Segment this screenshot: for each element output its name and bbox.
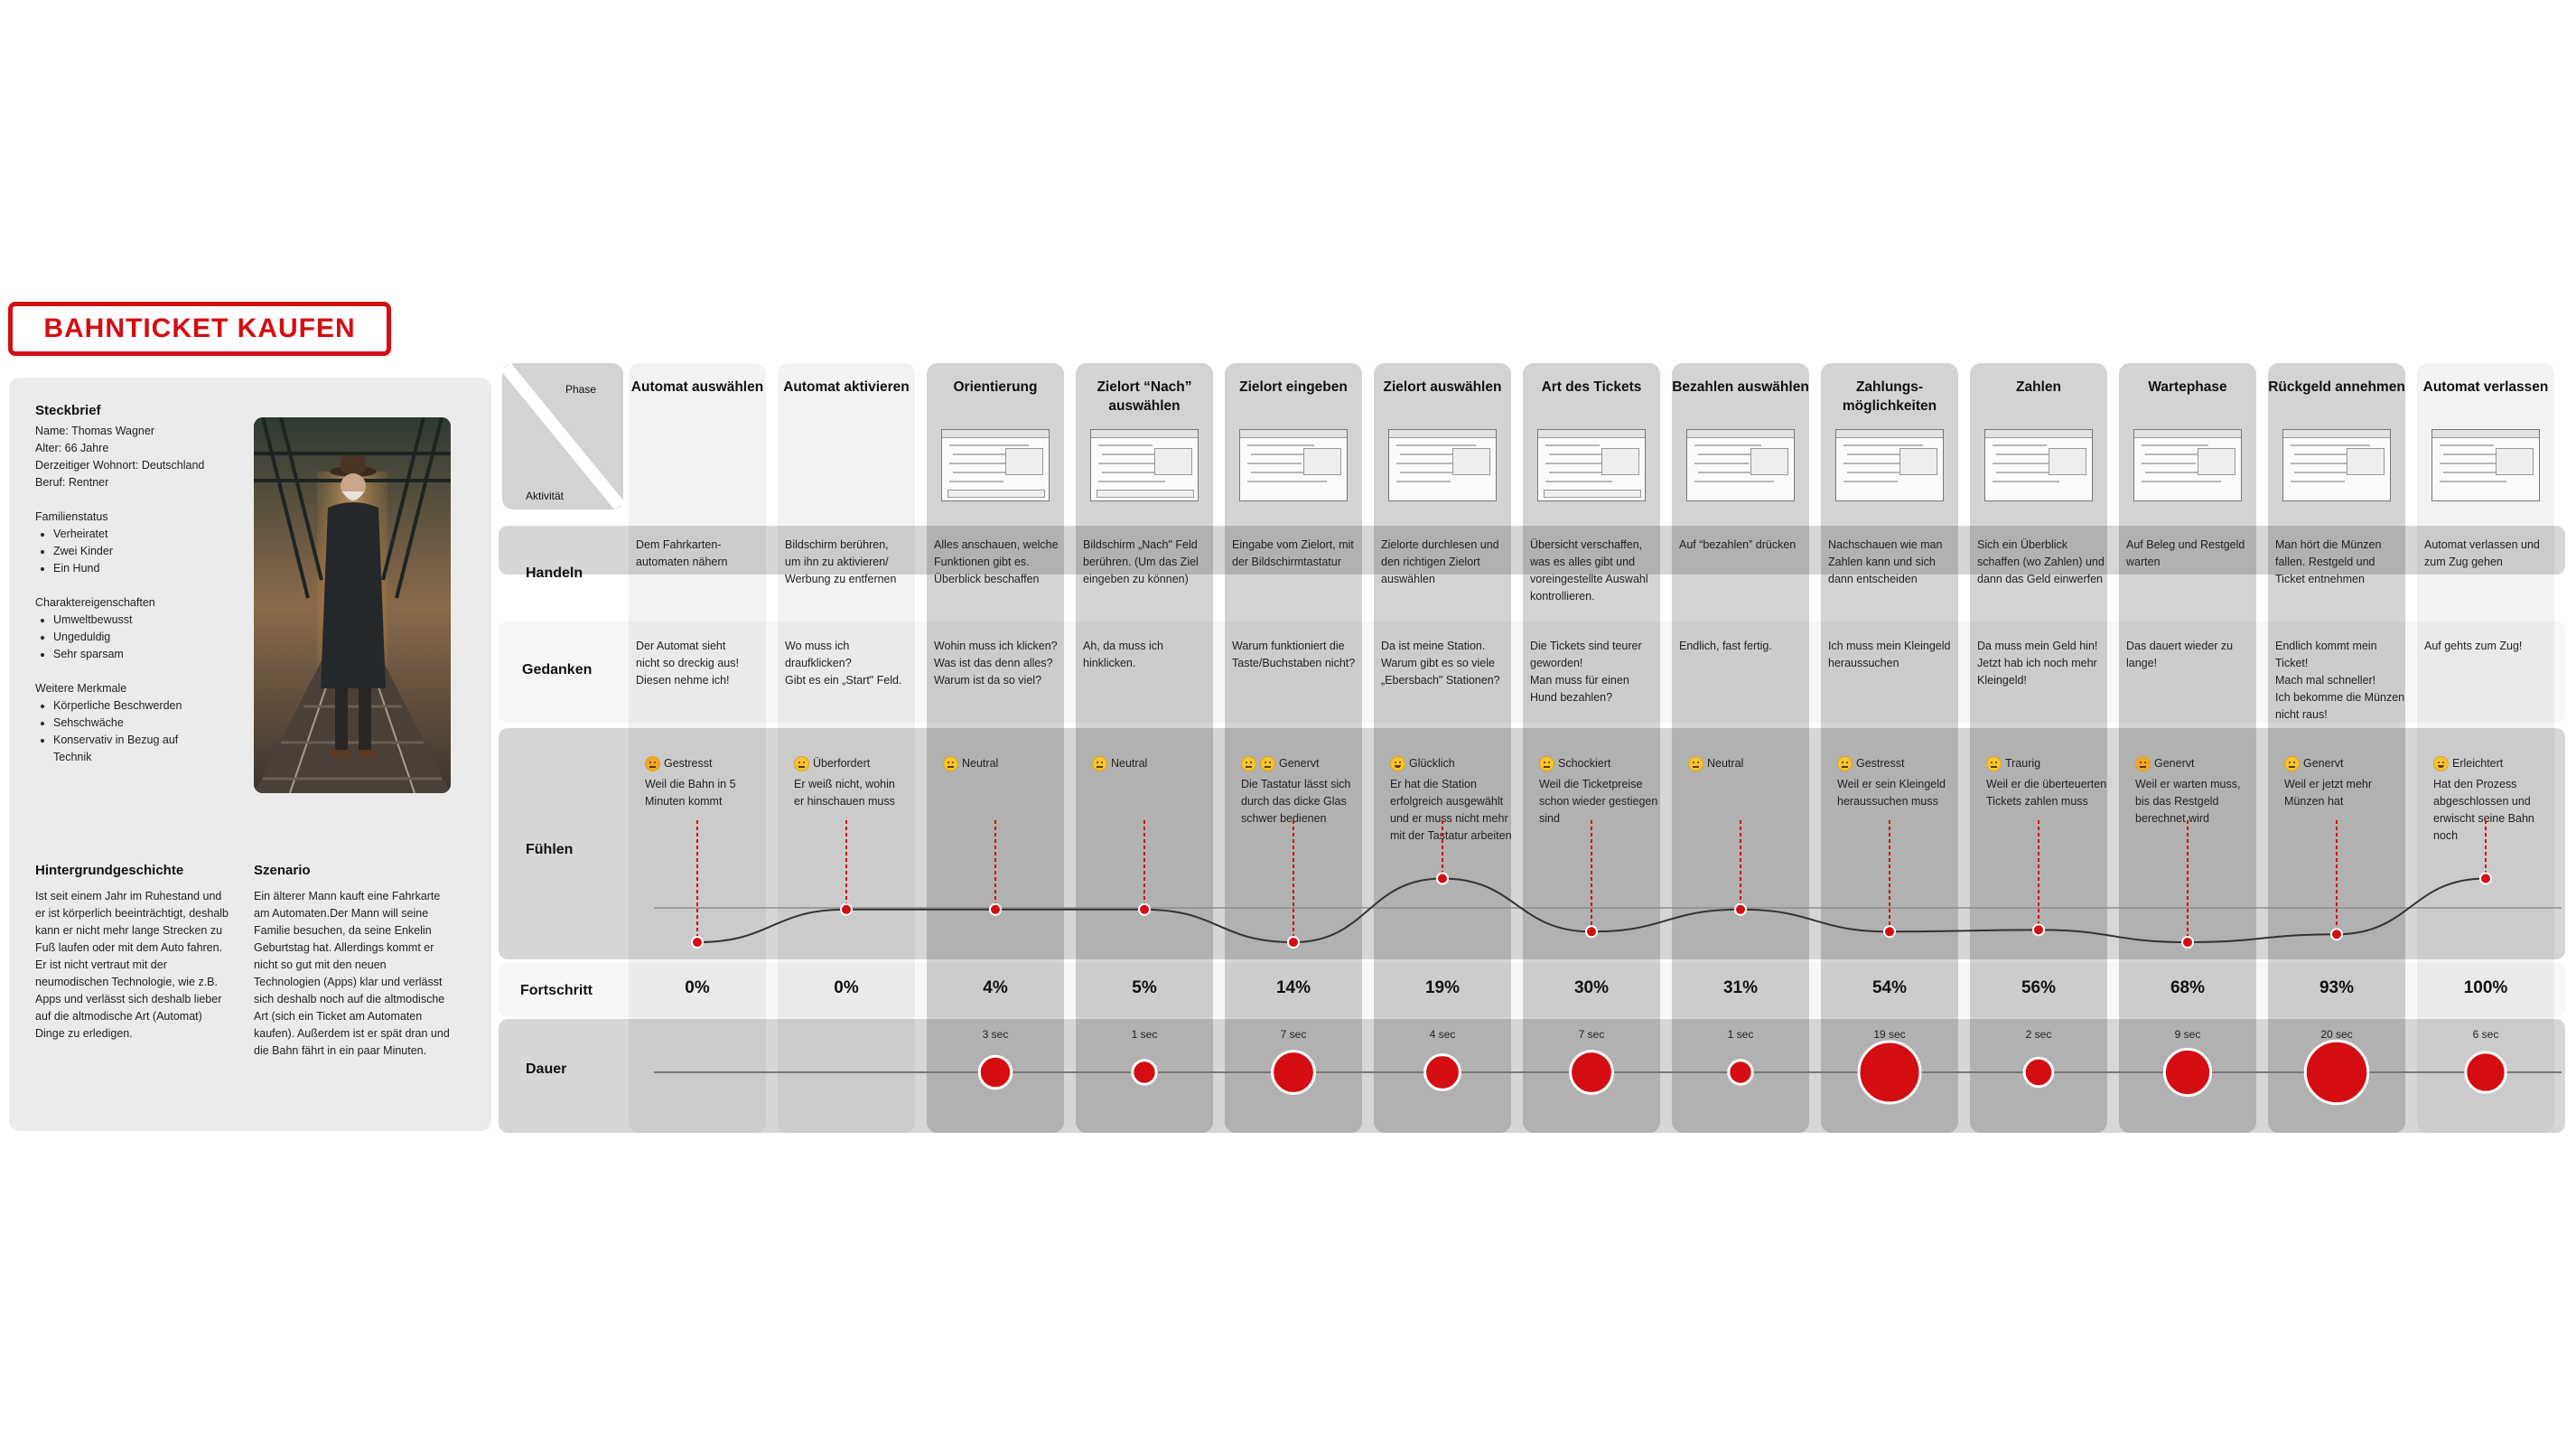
- emotion-label: Genervt: [2154, 757, 2195, 771]
- row-label-gedanken: Gedanken: [522, 662, 593, 678]
- emotion-point: [1735, 904, 1746, 915]
- duration-bubble: [1571, 1052, 1613, 1094]
- gedanken-text: Der Automat sieht nicht so dreckig aus! Diesen nehme ich!: [636, 640, 739, 687]
- feeling-text: Die Tastatur lässt sich durch das dicke Glas schwer bedienen: [1241, 778, 1351, 826]
- duration-label: 20 sec: [2320, 1028, 2353, 1041]
- emotion-point: [1884, 926, 1895, 937]
- progress-value: 4%: [983, 978, 1008, 997]
- activity-label: Aktivität: [526, 490, 565, 502]
- trait-item: • Sehr sparsam: [53, 646, 155, 663]
- phase-label: Phase: [565, 383, 597, 396]
- trait-item: • Ungeduldig: [53, 629, 155, 646]
- feeling-text: Er weiß nicht, wohin er hinschauen muss: [794, 778, 895, 809]
- progress-value: 68%: [2170, 978, 2206, 997]
- duration-bubble: [2024, 1058, 2053, 1087]
- handeln-text: Alles anschauen, welche Funktionen gibt es. Überblick beschaffen: [934, 538, 1059, 585]
- gedanken-text: Wo muss ich draufklicken? Gibt es ein „Start" Feld.: [785, 640, 902, 687]
- gedanken-text: Ah, da muss ich hinklicken.: [1083, 640, 1163, 669]
- feature-item: • Konservativ in Bezug auf Technik: [53, 732, 216, 766]
- duration-bubble: [1859, 1042, 1920, 1103]
- progress-value: 14%: [1275, 978, 1311, 997]
- gedanken-text: Endlich, fast fertig.: [1679, 640, 1772, 652]
- duration-label: 6 sec: [2472, 1028, 2499, 1041]
- progress-value: 56%: [2021, 978, 2057, 997]
- handeln-text: Zielorte durchlesen und den richtigen Zielort auswählen: [1381, 538, 1499, 585]
- handeln-text: Nachschauen wie man Zahlen kann und sich dann entscheiden: [1828, 538, 1943, 585]
- emotion-point: [841, 904, 852, 915]
- phase-title: Wartephase: [2148, 379, 2227, 395]
- duration-label: 7 sec: [1280, 1028, 1307, 1041]
- duration-bubble: [2466, 1052, 2506, 1092]
- duration-label: 1 sec: [1727, 1028, 1754, 1041]
- phase-title: Zahlungs- möglichkeiten: [1842, 379, 1937, 414]
- emotion-point: [990, 904, 1001, 915]
- phase-title: Zielort “Nach” auswählen: [1097, 379, 1192, 414]
- row-label-dauer: Dauer: [526, 1061, 567, 1077]
- gedanken-text: Warum funktioniert die Taste/Buchstaben nicht?: [1232, 640, 1356, 669]
- feeling-text: Hat den Prozess abgeschlossen und erwischt seine Bahn noch: [2433, 778, 2534, 843]
- persona-job: Beruf: Rentner: [35, 476, 109, 489]
- duration-bubble: [1133, 1061, 1156, 1084]
- feeling-text: Weil er jetzt mehr Münzen hat: [2284, 778, 2373, 809]
- emotion-point: [1288, 937, 1299, 948]
- scenario-text: Ein älterer Mann kauft eine Fahrkarte am Automaten.Der Mann will seine Familie besuchen, da seine Enkelin Geburtstag hat. Allerdings kommt er nicht so gut mit den neuen Technologien (Apps) klar und verlässt sich deshalb noch auf die altmodische Art (sich ein Ticket am Automaten kaufen). Außerdem ist er spät dran und die Bahn fährt in ein paar Minuten.: [254, 890, 450, 1057]
- phase-title: Zielort auswählen: [1383, 379, 1502, 395]
- persona-residence: Derzeitiger Wohnort: Deutschland: [35, 459, 205, 472]
- duration-label: 7 sec: [1578, 1028, 1605, 1041]
- duration-bubble: [1273, 1052, 1315, 1094]
- gedanken-text: Ich muss mein Kleingeld heraussuchen: [1828, 640, 1951, 669]
- duration-bubble: [2164, 1049, 2210, 1095]
- phase-title: Zahlen: [2016, 379, 2061, 395]
- duration-bubble: [1729, 1061, 1752, 1084]
- duration-bubble: [979, 1056, 1011, 1088]
- progress-value: 19%: [1424, 978, 1461, 997]
- handeln-text: Dem Fahrkarten- automaten nähern: [636, 538, 728, 568]
- page-title-text: BAHNTICKET KAUFEN: [43, 313, 356, 343]
- emotion-label: Neutral: [962, 757, 999, 771]
- traits-heading: Charaktereigenschaften: [35, 596, 155, 609]
- feeling-text: Weil die Bahn in 5 Minuten kommt: [645, 778, 736, 809]
- phase-header-tab: [502, 363, 623, 509]
- gedanken-text: Das dauert wieder zu lange!: [2126, 640, 2234, 669]
- feeling-text: Weil er die überteuerten Tickets zahlen muss: [1986, 778, 2107, 809]
- phase-title: Zielort eingeben: [1239, 379, 1348, 395]
- emotion-point: [2033, 924, 2044, 935]
- handeln-text: Übersicht verschaffen, was es alles gibt und voreingestellte Auswahl kontrollieren.: [1530, 538, 1648, 603]
- emotion-label: Neutral: [1111, 757, 1148, 771]
- persona-age: Alter: 66 Jahre: [35, 442, 109, 454]
- emotion-label: Schockiert: [1558, 757, 1611, 771]
- gedanken-text: Die Tickets sind teurer geworden! Man muss für einen Hund bezahlen?: [1530, 640, 1642, 704]
- family-item: • Verheiratet: [53, 526, 113, 543]
- feeling-text: Weil er sein Kleingeld heraussuchen muss: [1837, 778, 1946, 809]
- duration-label: 1 sec: [1131, 1028, 1158, 1041]
- emotion-label: Gestresst: [1856, 757, 1905, 771]
- emotion-point: [1586, 926, 1597, 937]
- duration-label: 3 sec: [982, 1028, 1009, 1041]
- phase-title: Bezahlen auswählen: [1672, 379, 1809, 395]
- emotion-point: [1437, 874, 1448, 884]
- gedanken-text: Da ist meine Station. Warum gibt es so viele „Ebersbach" Stationen?: [1381, 640, 1500, 687]
- progress-value: 0%: [834, 978, 859, 997]
- family-item: • Ein Hund: [53, 560, 113, 577]
- progress-value: 54%: [1871, 978, 1908, 997]
- steckbrief-heading: Steckbrief: [35, 403, 101, 418]
- phase-title: Automat auswählen: [630, 379, 764, 395]
- background-heading: Hintergrundgeschichte: [35, 863, 184, 878]
- handeln-text: Auf “bezahlen” drücken: [1679, 538, 1797, 551]
- progress-value: 30%: [1573, 978, 1610, 997]
- feeling-text: Er hat die Station erfolgreich ausgewählt und er muss nicht mehr mit der Tastatur arbeiten: [1390, 778, 1512, 843]
- handeln-text: Eingabe vom Zielort, mit der Bildschirmtastatur: [1232, 538, 1354, 568]
- emotion-point: [1139, 904, 1150, 915]
- scenario-heading: Szenario: [254, 863, 311, 878]
- feature-item: • Körperliche Beschwerden: [53, 697, 216, 715]
- feeling-text: Weil die Ticketpreise schon wieder gestiegen sind: [1539, 778, 1658, 826]
- emotion-label: Genervt: [2303, 757, 2344, 771]
- duration-bubble: [2305, 1041, 2367, 1103]
- emotion-point: [692, 937, 703, 948]
- emotion-label: Traurig: [2005, 757, 2041, 771]
- phase-title: Art des Tickets: [1541, 379, 1642, 395]
- features-heading: Weitere Merkmale: [35, 682, 127, 695]
- handeln-text: Bildschirm berühren, um ihn zu aktivieren/ Werbung zu entfernen: [785, 538, 897, 585]
- row-label-fuehlen: Fühlen: [526, 842, 574, 857]
- progress-value: 5%: [1132, 978, 1157, 997]
- row-label-handeln: Handeln: [526, 566, 583, 581]
- gedanken-text: Auf gehts zum Zug!: [2424, 640, 2523, 652]
- background-text: Ist seit einem Jahr im Ruhestand und er ist körperlich beeinträchtigt, deshalb kann er nicht mehr lange Strecken zu Fuß laufen oder mit dem Auto fahren. Er ist nicht vertraut mit der neumodischen Technologie, wie z.B. Apps und verlässt sich deshalb lieber auf die altmodische Art (Automat) Dinge zu erledigen.: [35, 890, 229, 1040]
- emotion-point: [2182, 937, 2193, 948]
- emotion-label: Überfordert: [813, 757, 871, 771]
- handeln-text: Man hört die Münzen fallen. Restgeld und Ticket entnehmen: [2275, 538, 2382, 585]
- emotion-label: Glücklich: [1409, 757, 1455, 771]
- phase-title: Automat aktivieren: [783, 379, 910, 395]
- progress-value: 0%: [685, 978, 710, 997]
- duration-label: 2 sec: [2025, 1028, 2052, 1041]
- trait-item: • Umweltbewusst: [53, 612, 155, 629]
- duration-label: 19 sec: [1873, 1028, 1906, 1041]
- progress-value: 93%: [2319, 978, 2355, 997]
- header-diagonal: [502, 363, 623, 509]
- duration-label: 9 sec: [2174, 1028, 2201, 1041]
- emotion-point: [2331, 929, 2342, 940]
- row-label-fortschritt: Fortschritt: [520, 983, 593, 998]
- handeln-text: Automat verlassen und zum Zug gehen: [2424, 538, 2540, 568]
- handeln-text: Bildschirm „Nach" Feld berühren. (Um das Ziel eingeben zu können): [1083, 538, 1199, 585]
- emotion-label: Neutral: [1707, 757, 1744, 771]
- progress-value: 31%: [1722, 978, 1759, 997]
- feeling-text: Weil er warten muss, bis das Restgeld berechnet wird: [2135, 778, 2241, 826]
- family-item: • Zwei Kinder: [53, 543, 113, 560]
- feature-item: • Sehschwäche: [53, 715, 216, 732]
- handeln-text: Auf Beleg und Restgeld warten: [2126, 538, 2245, 568]
- handeln-text: Sich ein Überblick schaffen (wo Zahlen) und dann das Geld einwerfen: [1977, 538, 2105, 585]
- emotion-label: Erleichtert: [2452, 757, 2504, 771]
- gedanken-text: Da muss mein Geld hin! Jetzt hab ich noch mehr Kleingeld!: [1977, 640, 2098, 687]
- phase-title: Rückgeld annehmen: [2268, 379, 2405, 395]
- persona-name: Name: Thomas Wagner: [35, 425, 154, 437]
- emotion-label: Genervt: [1279, 757, 1320, 771]
- phase-title: Orientierung: [953, 379, 1038, 395]
- duration-bubble: [1425, 1055, 1461, 1090]
- gedanken-text: Endlich kommt mein Ticket! Mach mal schneller! Ich bekomme die Münzen nicht raus!: [2275, 640, 2405, 721]
- emotion-label: Gestresst: [664, 757, 713, 771]
- progress-value: 100%: [2463, 978, 2508, 997]
- emotion-point: [2480, 874, 2491, 884]
- duration-label: 4 sec: [1429, 1028, 1456, 1041]
- phase-title: Automat verlassen: [2422, 379, 2549, 395]
- family-heading: Familienstatus: [35, 510, 108, 523]
- gedanken-text: Wohin muss ich klicken? Was ist das denn alles? Warum ist da so viel?: [934, 640, 1058, 687]
